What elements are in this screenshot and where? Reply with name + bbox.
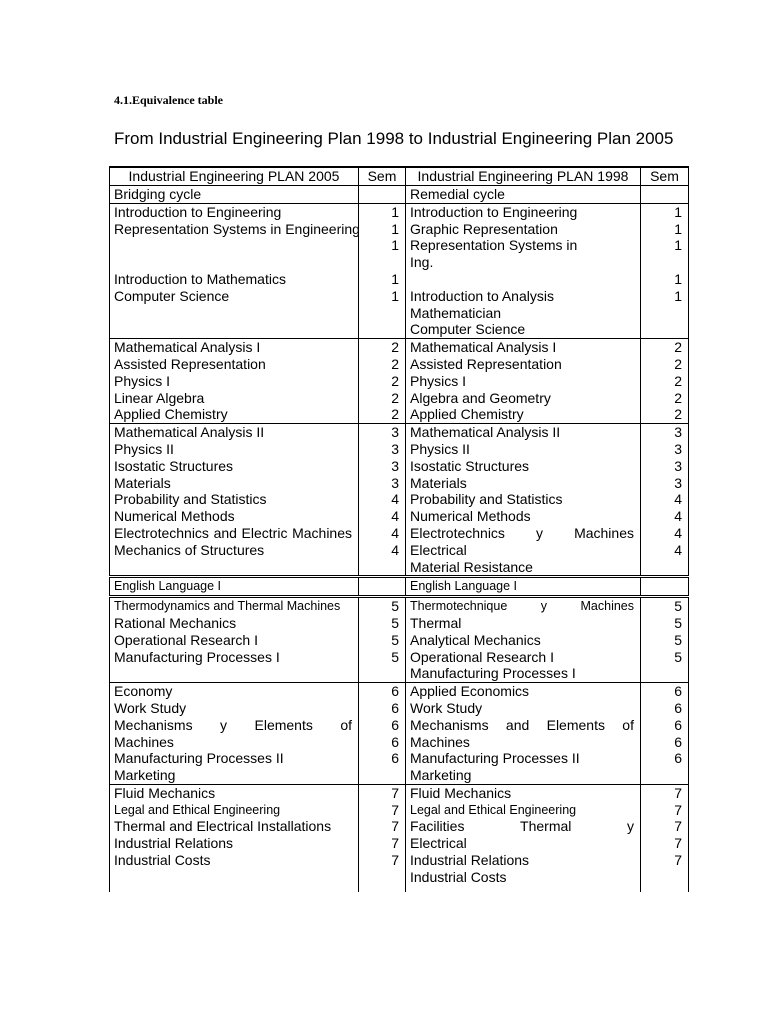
semester-value: 6 [674, 699, 682, 716]
course-name: Numerical Methods [114, 508, 235, 525]
semester-value: 2 [391, 372, 399, 389]
semester-value: 7 [391, 835, 399, 852]
semester-value: 2 [391, 406, 399, 423]
course-name: Bridging cycle [114, 186, 202, 202]
semester-value: 1 [391, 220, 399, 237]
course-name: Industrial Costs [114, 852, 211, 869]
semester-value: 3 [674, 424, 682, 441]
course-name: Electrotechnics and Electric Machines [114, 524, 352, 541]
semester-value: 1 [674, 237, 682, 254]
cell-sem-2005 [359, 339, 406, 424]
semester-value: 5 [391, 598, 399, 615]
course-name: Assisted Representation [410, 355, 562, 372]
semester-value: 3 [674, 440, 682, 457]
table-row [110, 186, 689, 204]
course-name: Physics II [410, 440, 470, 457]
semester-value: 4 [674, 541, 682, 558]
semester-value: 2 [391, 339, 399, 356]
course-name: Fluid Mechanics [410, 784, 512, 801]
semester-value: 6 [391, 716, 399, 733]
course-name: Electrotechnics y Machines [410, 524, 634, 541]
semester-value: 7 [391, 852, 399, 869]
semester-value: 3 [391, 440, 399, 457]
course-name: Legal and Ethical Engineering [114, 802, 281, 817]
semester-value: 3 [391, 424, 399, 441]
semester-value: 6 [391, 733, 399, 750]
semester-value: 3 [391, 457, 399, 474]
cell-course-2005 [110, 683, 359, 785]
course-name: Manufacturing Processes I [114, 648, 280, 665]
cell-course-1998 [406, 577, 641, 597]
semester-value [363, 559, 399, 576]
semester-value: 6 [391, 683, 399, 700]
table-row [110, 203, 689, 338]
page-subtitle: From Industrial Engineering Plan 1998 to Industrial Engineering Plan 2005 [114, 129, 674, 148]
course-name: Assisted Representation [114, 355, 266, 372]
semester-value: 7 [391, 784, 399, 801]
course-name: Industrial Relations [114, 835, 234, 852]
course-name: Mechanics of Structures [114, 541, 265, 558]
semester-value [363, 767, 399, 784]
semester-value [363, 665, 399, 682]
cell-sem-1998 [641, 339, 689, 424]
semester-value: 1 [674, 270, 682, 287]
course-name: Manufacturing Processes I [410, 665, 576, 682]
cell-course-2005 [110, 424, 359, 577]
semester-value: 2 [391, 355, 399, 372]
semester-value: 7 [674, 818, 682, 835]
semester-value [645, 305, 682, 322]
table-row [110, 424, 689, 577]
course-name: Linear Algebra [114, 389, 205, 406]
header-plan-2005: Industrial Engineering PLAN 2005 [110, 167, 359, 186]
semester-value [363, 578, 399, 595]
course-name: Mathematical Analysis II [410, 424, 561, 441]
cell-sem-2005 [359, 784, 406, 891]
course-name: Isostatic Structures [410, 457, 530, 474]
semester-value: 2 [674, 406, 682, 423]
semester-value: 3 [674, 474, 682, 491]
header-sem-1998: Sem [641, 167, 689, 186]
cell-course-1998 [406, 203, 641, 338]
semester-value: 1 [674, 287, 682, 304]
table-header-row [110, 167, 689, 186]
table-row [110, 597, 689, 683]
course-name: Industrial Costs [410, 868, 507, 885]
equivalence-table [109, 166, 689, 892]
course-name: Introduction to Engineering [114, 203, 282, 220]
course-name: Marketing [410, 767, 472, 784]
course-name: Mathematical Analysis I [410, 339, 557, 356]
cell-sem-1998 [641, 784, 689, 891]
semester-value [363, 186, 399, 203]
semester-value [645, 665, 682, 682]
course-name: Mechanisms and Elements of [410, 716, 634, 733]
table-row [110, 577, 689, 597]
semester-value: 6 [674, 733, 682, 750]
cell-course-2005 [110, 339, 359, 424]
course-name: Manufacturing Processes II [114, 750, 284, 767]
semester-value [645, 559, 682, 576]
course-name: Introduction to Analysis [410, 287, 554, 304]
course-name [114, 237, 354, 254]
course-name: Thermodynamics and Thermal Machines [114, 599, 341, 614]
semester-value [645, 869, 682, 886]
cell-course-2005 [110, 597, 359, 683]
semester-value: 3 [391, 474, 399, 491]
semester-value: 1 [674, 220, 682, 237]
semester-value [363, 321, 399, 338]
semester-value [645, 321, 682, 338]
course-name: Introduction to Engineering [410, 203, 578, 220]
semester-value: 4 [391, 508, 399, 525]
course-name: Operational Research I [114, 631, 258, 648]
cell-course-1998 [406, 339, 641, 424]
semester-value: 6 [391, 699, 399, 716]
table-row [110, 683, 689, 785]
course-name: Legal and Ethical Engineering [410, 802, 577, 817]
cell-course-1998 [406, 186, 641, 204]
cell-sem-1998 [641, 577, 689, 597]
cell-sem-2005 [359, 683, 406, 785]
cell-course-2005 [110, 577, 359, 597]
course-name: Work Study [410, 699, 483, 716]
course-name: Machines [114, 733, 174, 750]
table-row [110, 339, 689, 424]
semester-value: 5 [674, 614, 682, 631]
section-title: 4.1.Equivalence table [114, 93, 224, 107]
semester-value: 6 [674, 716, 682, 733]
course-name: Facilities Thermal y [410, 818, 634, 835]
semester-value: 7 [391, 818, 399, 835]
header-plan-1998: Industrial Engineering PLAN 1998 [406, 167, 641, 186]
semester-value: 7 [674, 835, 682, 852]
course-name: Mechanisms y Elements of [114, 716, 352, 733]
course-name [114, 665, 354, 682]
course-name: Electrical [410, 541, 467, 558]
semester-value: 1 [674, 203, 682, 220]
course-name: Rational Mechanics [114, 614, 237, 631]
cell-sem-2005 [359, 577, 406, 597]
semester-value: 1 [391, 237, 399, 254]
semester-value: 4 [391, 491, 399, 508]
semester-value: 2 [674, 389, 682, 406]
course-name: Thermal [410, 614, 462, 631]
course-name: Remedial cycle [410, 186, 505, 202]
course-name: Computer Science [114, 287, 230, 304]
semester-value: 5 [674, 631, 682, 648]
semester-value: 5 [391, 648, 399, 665]
course-name: Mathematical Analysis II [114, 424, 265, 441]
course-name: Thermal and Electrical Installations [114, 818, 332, 835]
course-name: Mathematician [410, 304, 502, 321]
semester-value: 2 [674, 339, 682, 356]
course-name [114, 305, 354, 322]
semester-value [363, 254, 399, 271]
cell-sem-1998 [641, 424, 689, 577]
course-name: Mathematical Analysis I [114, 339, 261, 356]
semester-value [645, 767, 682, 784]
semester-value: 7 [674, 852, 682, 869]
semester-value: 5 [674, 598, 682, 615]
course-name [114, 869, 354, 886]
course-name: Fluid Mechanics [114, 784, 216, 801]
semester-value: 7 [674, 801, 682, 818]
course-name [410, 271, 636, 288]
semester-value: 2 [391, 389, 399, 406]
course-name: Physics II [114, 440, 174, 457]
cell-course-1998 [406, 424, 641, 577]
semester-value: 2 [674, 355, 682, 372]
semester-value: 1 [391, 203, 399, 220]
course-name: Materials [114, 474, 171, 491]
course-name: Materials [410, 474, 467, 491]
semester-value: 7 [674, 784, 682, 801]
cell-sem-1998 [641, 186, 689, 204]
cell-course-1998 [406, 683, 641, 785]
semester-value: 5 [391, 631, 399, 648]
course-name: English Language I [410, 579, 518, 594]
course-name: English Language I [114, 579, 222, 594]
cell-course-2005 [110, 186, 359, 204]
semester-value: 2 [674, 372, 682, 389]
course-name: Physics I [410, 372, 467, 389]
course-name: Ing. [410, 254, 434, 271]
course-name: Analytical Mechanics [410, 631, 541, 648]
course-name: Applied Chemistry [410, 406, 524, 423]
semester-value: 5 [674, 648, 682, 665]
semester-value: 6 [391, 750, 399, 767]
course-name: Industrial Relations [410, 852, 530, 869]
course-name: Thermotechnique y Machines [410, 599, 634, 614]
semester-value [645, 186, 682, 203]
cell-sem-1998 [641, 683, 689, 785]
cell-sem-1998 [641, 597, 689, 683]
course-name: Representation Systems in Engineering [114, 220, 360, 237]
cell-sem-2005 [359, 203, 406, 338]
course-name: Numerical Methods [410, 508, 531, 525]
header-sem-2005: Sem [359, 167, 406, 186]
semester-value: 4 [674, 508, 682, 525]
semester-value: 3 [674, 457, 682, 474]
course-name: Operational Research I [410, 648, 554, 665]
course-name [114, 254, 354, 271]
table-row [110, 784, 689, 891]
semester-value: 4 [391, 524, 399, 541]
semester-value: 4 [674, 491, 682, 508]
course-name: Electrical [410, 835, 467, 852]
cell-course-1998 [406, 597, 641, 683]
semester-value: 6 [674, 750, 682, 767]
semester-value: 6 [674, 683, 682, 700]
semester-value [645, 254, 682, 271]
semester-value: 7 [391, 801, 399, 818]
course-name: Economy [114, 683, 173, 700]
course-name: Computer Science [410, 321, 526, 338]
cell-sem-2005 [359, 424, 406, 577]
semester-value: 4 [674, 524, 682, 541]
semester-value: 5 [391, 614, 399, 631]
course-name: Marketing [114, 767, 176, 784]
course-name [114, 559, 354, 576]
semester-value [363, 305, 399, 322]
semester-value [363, 869, 399, 886]
cell-sem-1998 [641, 203, 689, 338]
course-name: Manufacturing Processes II [410, 750, 580, 767]
cell-course-2005 [110, 784, 359, 891]
course-name: Representation Systems in [410, 237, 578, 254]
semester-value: 4 [391, 541, 399, 558]
cell-course-1998 [406, 784, 641, 891]
course-name: Applied Economics [410, 683, 530, 700]
course-name: Applied Chemistry [114, 406, 228, 423]
course-name: Algebra and Geometry [410, 389, 551, 406]
semester-value: 1 [391, 287, 399, 304]
cell-course-2005 [110, 203, 359, 338]
course-name: Physics I [114, 372, 171, 389]
semester-value [645, 578, 682, 595]
semester-value: 1 [391, 270, 399, 287]
course-name: Work Study [114, 699, 187, 716]
course-name: Probability and Statistics [114, 491, 267, 508]
course-name [114, 321, 354, 338]
course-name: Material Resistance [410, 558, 533, 575]
cell-sem-2005 [359, 597, 406, 683]
course-name: Machines [410, 733, 470, 750]
course-name: Probability and Statistics [410, 491, 563, 508]
course-name: Introduction to Mathematics [114, 270, 286, 287]
table-body [110, 186, 689, 892]
cell-sem-2005 [359, 186, 406, 204]
course-name: Graphic Representation [410, 220, 558, 237]
course-name: Isostatic Structures [114, 457, 234, 474]
